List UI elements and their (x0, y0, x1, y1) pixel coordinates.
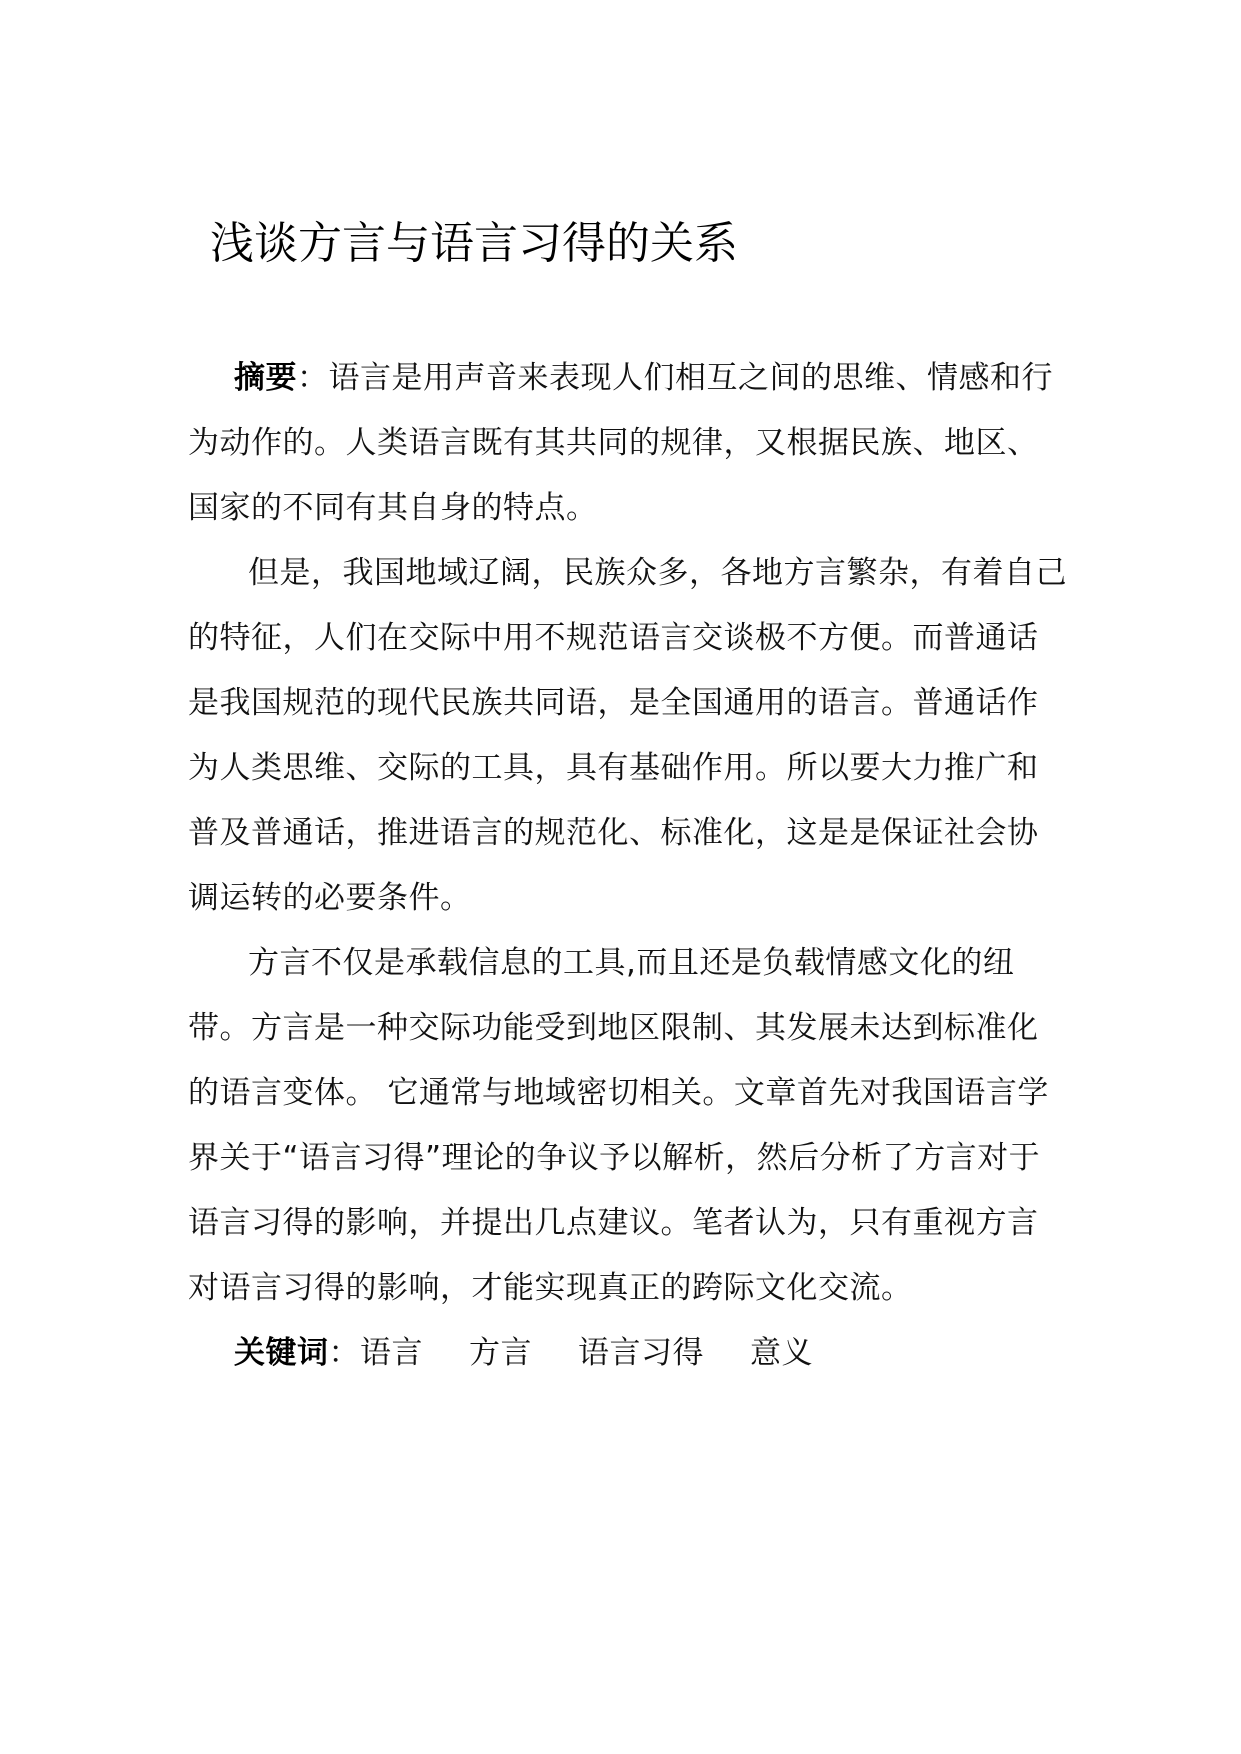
keyword-item: 方言 (469, 1335, 532, 1371)
keywords-line (188, 1321, 1068, 1386)
abstract-colon: ： (297, 360, 329, 396)
body-paragraph: 方言不仅是承载信息的工具,而且还是负载情感文化的纽带。方言是一种交际功能受到地区限制、其发展未达到标准化的语言变体。 它通常与地域密切相关。文章首先对我国语言学界关于“语言习得”理论的争议予以解析，然后分析了方言对于语言习得的影响，并提出几点建议。笔者认为，只有重视方言对语言习得的影响，才能实现真正的跨际文化交流。 (188, 945, 1049, 1306)
keyword-item: 语言 (360, 1335, 423, 1371)
abstract-label: 摘要 (234, 360, 297, 396)
abstract-paragraph (188, 346, 1068, 541)
keyword-item: 语言习得 (578, 1335, 704, 1371)
abstract-text: 语言是用声音来表现人们相互之间的思维、情感和行为动作的。人类语言既有其共同的规律，又根据民族、地区、国家的不同有其自身的特点。 (188, 360, 1053, 526)
document-title: 浅谈方言与语言习得的关系 (210, 218, 738, 269)
keywords-colon: ： (328, 1335, 360, 1371)
keyword-item: 意义 (750, 1335, 813, 1371)
document-body (188, 346, 1068, 1386)
keywords-label: 关键词 (234, 1335, 329, 1371)
body-paragraph: 但是，我国地域辽阔，民族众多，各地方言繁杂，有着自己的特征，人们在交际中用不规范语言交谈极不方便。而普通话是我国规范的现代民族共同语，是全国通用的语言。普通话作为人类思维、交际的工具，具有基础作用。所以要大力推广和普及普通话，推进语言的规范化、标准化，这是是保证社会协调运转的必要条件。 (188, 555, 1067, 916)
